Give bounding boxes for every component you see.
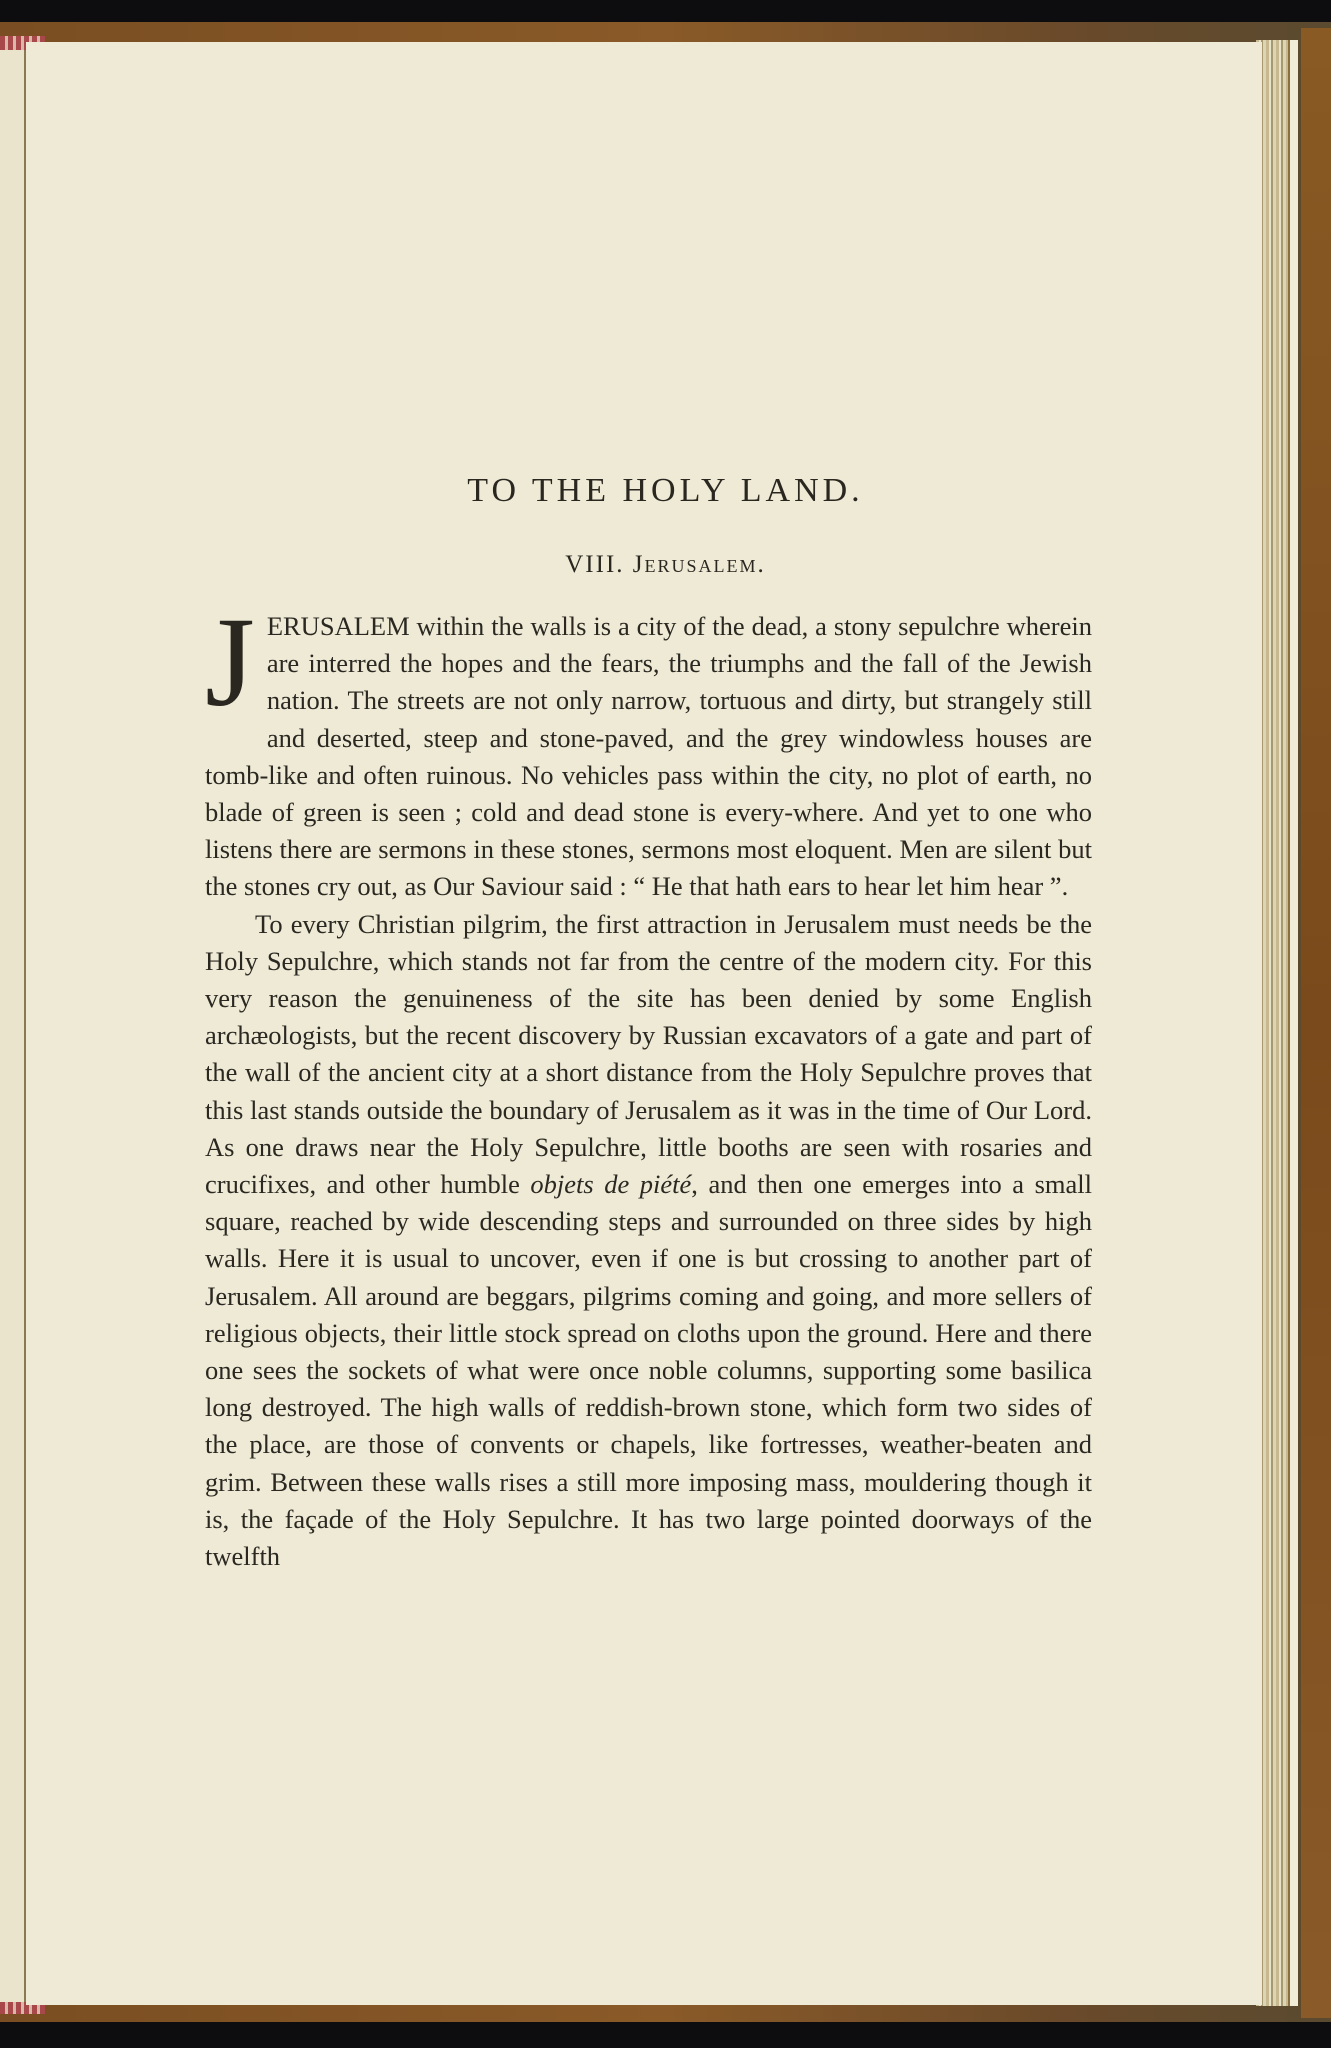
chapter-heading <box>0 551 1331 579</box>
page-stack-edges <box>1256 40 1298 2006</box>
chapter-number: VIII. <box>565 551 625 578</box>
book-cover-edge <box>1301 28 1331 2018</box>
body-text <box>205 591 1092 1575</box>
italic-phrase: objets de piété <box>530 1169 692 1200</box>
paragraph-text: ERUSALEM within the walls is a city of the dead, a stony sepulchre wherein are interred the hopes and the fears, the triumphs and the fall of the Jewish nation. The streets are not only narrow, tortuous and dirty, but strangely still and deserted, steep and stone-paved, and the grey windowless houses are tomb-like and often ruinous. No vehicles pass within the city, no plot of earth, no blade of green is seen ; cold and dead stone is every-where. And yet to one who listens there are sermons in these stones, sermons most eloquent. Men are silent but the stones cry out, as Our Saviour said : “ He that hath ears to hear let him hear ”. <box>205 611 1092 902</box>
running-title: TO THE HOLY LAND. <box>467 472 864 509</box>
paragraph <box>205 591 1092 906</box>
chapter-title: Jerusalem. <box>632 551 766 578</box>
paragraph-text: , and then one emerges into a small square, reached by wide descending steps and surrounded on three sides by high walls. Here it is usual to uncover, even if one is but crossing to another part of Jerusalem. All around are beggars, pilgrims coming and going, and more sellers of religious objects, their little stock spread on cloths upon the ground. Here and there one sees the sockets of what were once noble columns, supporting some basilica long destroyed. The high walls of reddish-brown stone, which form two sides of the place, are those of convents or chapels, like fortresses, weather-beaten and grim. Between these walls rises a still more imposing mass, mouldering though it is, the façade of the Holy Sepulchre. It has two large pointed doorways of the twelfth <box>205 1169 1092 1572</box>
drop-cap: J <box>205 591 255 733</box>
paragraph <box>205 906 1092 1576</box>
paragraph-text: To every Christian pilgrim, the first attraction in Jerusalem must needs be the Holy Sepulchre, which stands not far from the centre of the modern city. For this very reason the genuineness of the site has been denied by some English archæologists, but the recent discovery by Russian excavators of a gate and part of the wall of the ancient city at a short distance from the Holy Sepulchre proves that this last stands outside the boundary of Jerusalem as it was in the time of Our Lord. As one draws near the Holy Sepulchre, little booths are seen with rosaries and crucifixes, and other humble <box>205 908 1092 1200</box>
facing-page-edge <box>0 50 26 2002</box>
